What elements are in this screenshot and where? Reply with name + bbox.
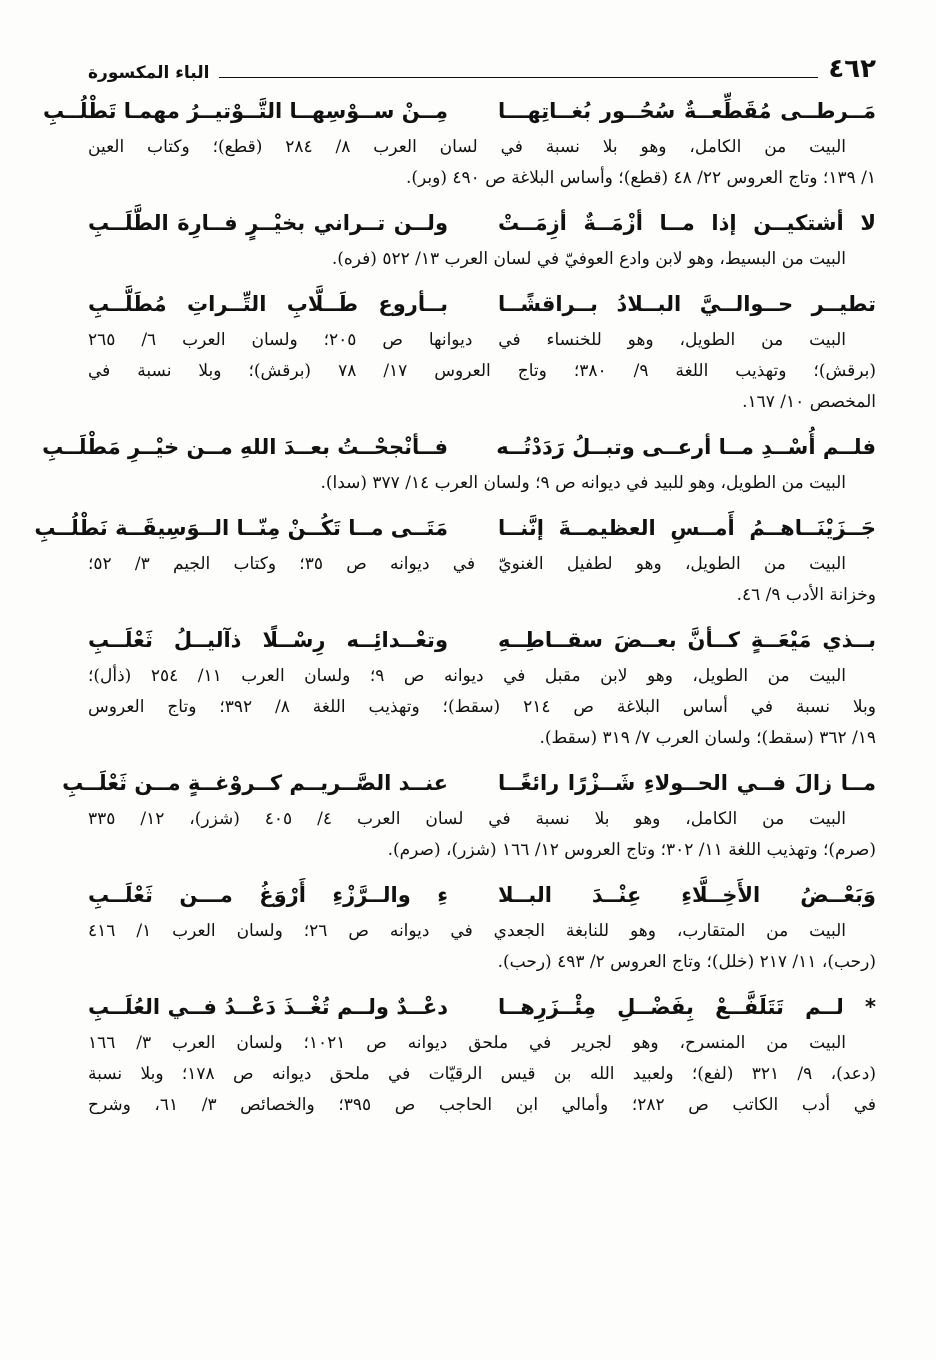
running-title: الباء المكسورة: [88, 63, 210, 83]
commentary-line: البيت من الطويل، وهو للبيد في ديوانه ص ٩؛ ولسان العرب ١٤/ ٣٧٧ (سدا).: [320, 473, 846, 493]
commentary-line: (صرم)؛ وتهذيب اللغة ١١/ ٣٠٢؛ وتاج العروس ١٢/ ١٦٦ (شزر)، (صرم).: [387, 840, 876, 860]
commentary-line: (دعد)، ٩/ ٣٢١ (لفع)؛ ولعبيد الله بن قيس الرقيّات في ملحق ديوانه ص ١٧٨؛ وبلا نسبة: [88, 1064, 876, 1084]
commentary-line: (رحب)، ١١/ ٢١٧ (خلل)؛ وتاج العروس ٢/ ٤٩٣ (رحب).: [497, 952, 876, 972]
commentary-line: البيت من الكامل، وهو بلا نسبة في لسان العرب ٨/ ٢٨٤ (قطع)؛ وكتاب العين: [88, 137, 846, 157]
verse-second-hemistich: فــأنْجحْــتُ بعــدَ اللهِ مــن خيْــرِ مَطْلَــبِ: [42, 435, 448, 459]
verse-first-hemistich: وَبَعْــضُ الأَخِــلَّاءِ عِنْــدَ البــلا: [498, 883, 876, 907]
verse: [88, 990, 876, 1024]
verse: [43, 94, 876, 128]
verse-first-hemistich: بــذي مَيْعَــةٍ كــأنَّ بعــضَ سقــاطِــهِ: [498, 628, 876, 652]
verse-commentary: [88, 468, 876, 499]
verse-commentary: [88, 804, 876, 866]
commentary-line: البيت من البسيط، وهو لابن وادع العوفيّ في لسان العرب ١٣/ ٥٢٢ (فره).: [331, 249, 846, 269]
verse-second-hemistich: وتعْــدائِــه رِسْــلًا ذآليــلُ ثَعْلَــبِ: [88, 628, 448, 652]
verse-second-hemistich: ولــن تــراني بخيْــرٍ فــارِهَ الطَّلَــبِ: [88, 211, 448, 235]
verse-commentary: [88, 661, 876, 754]
verse-first-hemistich: * لــم تَتَلَفَّــعْ بِفَضْــلِ مِئْــزَرِهــا: [498, 995, 876, 1019]
verse-commentary: [88, 1028, 876, 1121]
verse-commentary: [88, 132, 876, 194]
page-number: ٤٦٢: [828, 54, 876, 84]
page-body: [34, 88, 877, 1121]
commentary-line: البيت من الطويل، وهو لطفيل الغنويّ في ديوانه ص ٣٥؛ وكتاب الجيم ٣/ ٥٢؛: [88, 554, 846, 574]
page-header: [88, 48, 876, 84]
commentary-line: ١٩/ ٣٦٢ (سقط)؛ ولسان العرب ٧/ ٣١٩ (سقط).: [539, 728, 876, 748]
verse-commentary: [88, 916, 876, 978]
verse-first-hemistich: مــا زالَ فــي الحــولاءِ شَــزْرًا رائغًــا: [498, 771, 876, 795]
verse-second-hemistich: ءِ والــرَّزْءِ أَرْوَغُ مـــن ثَعْلَــبِ: [88, 883, 448, 907]
verse-first-hemistich: مَــرطــى مُقَطِّعــةٌ سُحُــور بُغــاتِهـــا: [498, 99, 876, 123]
verse-first-hemistich: فلــم أُسْــدِ مــا أرعــى وتبــلُ رَدَدْتُــه: [496, 435, 876, 459]
verse-second-hemistich: دعْــدٌ ولــم تُغْــذَ دَعْــدُ فــي العُلَــبِ: [88, 995, 448, 1019]
commentary-line: البيت من الكامل، وهو بلا نسبة في لسان العرب ٤/ ٤٠٥ (شزر)، ١٢/ ٣٣٥: [88, 809, 846, 829]
verse-second-hemistich: عنــد الصَّــريــم كــروْغــةٍ مــن ثَعْلَــبِ: [62, 771, 448, 795]
header-rule: [219, 77, 818, 78]
verse-second-hemistich: مَتَــى مــا تَكُــنْ مِنّــا الــوَسِيقَــة نَطْلُــبِ: [34, 516, 448, 540]
commentary-line: وبلا نسبة في أساس البلاغة ص ٢١٤ (سقط)؛ وتهذيب اللغة ٨/ ٣٩٢؛ وتاج العروس: [88, 697, 876, 717]
commentary-line: (برقش)؛ وتهذيب اللغة ٩/ ٣٨٠؛ وتاج العروس ١٧/ ٧٨ (برقش)؛ وبلا نسبة في: [88, 361, 876, 381]
verse: [88, 623, 876, 657]
verse: [88, 287, 876, 321]
commentary-line: البيت من المنسرح، وهو لجرير في ملحق ديوانه ص ١٠٢١؛ ولسان العرب ٣/ ١٦٦: [88, 1033, 846, 1053]
verse-commentary: [88, 549, 876, 611]
verse-commentary: [88, 325, 876, 418]
verse-second-hemistich: بــأروع طَــلَّابِ التِّــراتِ مُطَلَّــبِ: [88, 292, 448, 316]
verse: [34, 511, 876, 545]
verse: [88, 206, 876, 240]
verse: [42, 430, 876, 464]
verse-commentary: [88, 244, 876, 275]
verse-second-hemistich: مِــنْ ســوْسِهــا التَّــوْتيــرُ مهمـا تَطْلُــبِ: [43, 99, 448, 123]
commentary-line: في أدب الكاتب ص ٢٨٢؛ وأمالي ابن الحاجب ص ٣٩٥؛ والخصائص ٣/ ٦١، وشرح: [88, 1095, 877, 1115]
verse: [62, 766, 876, 800]
commentary-line: البيت من الطويل، وهو لابن مقبل في ديوانه ص ٩؛ ولسان العرب ١١/ ٢٥٤ (ذأل)؛: [88, 666, 847, 686]
commentary-line: ١/ ١٣٩؛ وتاج العروس ٢٢/ ٤٨ (قطع)؛ وأساس البلاغة ص ٤٩٠ (وبر).: [406, 168, 876, 188]
commentary-line: وخزانة الأدب ٩/ ٤٦.: [736, 585, 876, 605]
verse: [88, 878, 876, 912]
commentary-line: البيت من الطويل، وهو للخنساء في ديوانها ص ٢٠٥؛ ولسان العرب ٦/ ٢٦٥: [88, 330, 846, 350]
commentary-line: المخصص ١٠/ ١٦٧.: [742, 392, 876, 412]
commentary-line: البيت من المتقارب، وهو للنابغة الجعدي في ديوانه ص ٢٦؛ ولسان العرب ١/ ٤١٦: [88, 921, 846, 941]
verse-first-hemistich: جَــزَيْنَــاهــمُ أَمــسِ العظيمــةَ إنَّنــا: [498, 516, 876, 540]
verse-first-hemistich: لا أشتكيــن إذا مــا أزْمَــةٌ أزِمَــتْ: [498, 211, 876, 235]
verse-first-hemistich: تطيــر حــوالــيَّ البــلادُ بــراقشًــا: [498, 292, 876, 316]
